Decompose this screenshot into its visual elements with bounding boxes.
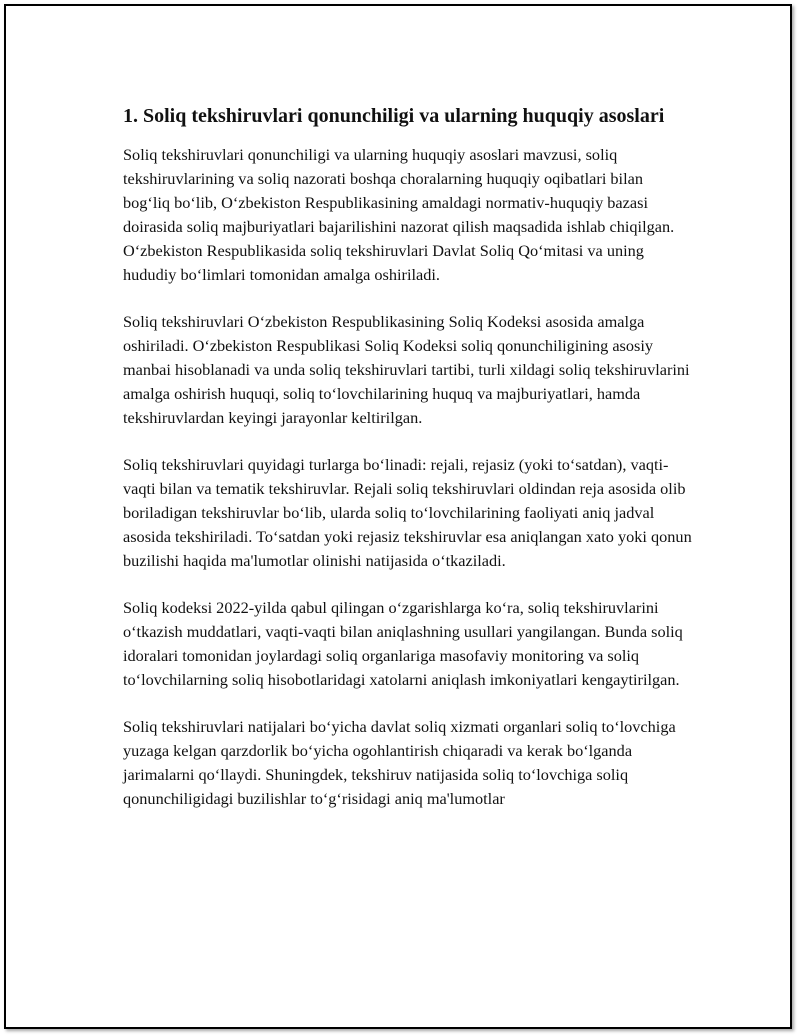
paragraph-4: Soliq kodeksi 2022-yilda qabul qilingan o‘zgarishlarga ko‘ra, soliq tekshiruvlarini o‘tkazish muddatlari, vaqti-vaqti bilan aniqlashning usullari yangilangan. Bunda soliq idoralari tomonidan joylardagi soliq organlariga masofaviy monitoring va soliq to‘lovchilarning soliq hisobotlaridagi xatolarni aniqlash imkoniyatlari kengaytirilgan. bbox=[123, 598, 683, 689]
paragraph-5: Soliq tekshiruvlari natijalari bo‘yicha davlat soliq xizmati organlari soliq to‘lovchiga yuzaga kelgan qarzdorlik bo‘yicha ogohlantirish chiqaradi va kerak bo‘lganda jarimalarni qo‘llaydi. Shuningdek, tekshiruv natijasida soliq to‘lovchiga soliq qonunchiligidagi buzilishlar to‘g‘risidagi aniq ma'lumotlar bbox=[123, 717, 676, 808]
document-body bbox=[123, 102, 693, 834]
paragraph-1: Soliq tekshiruvlari qonunchiligi va ularning huquqiy asoslari mavzusi, soliq tekshiruvlarining va soliq nazorati boshqa choralarning huquqiy oqibatlari bilan bog‘liq bo‘lib, O‘zbekiston Respublikasining amaldagi normativ-huquqiy bazasi doirasida soliq majburiyatlari bajarilishini nazorat qilish maqsadida ishlab chiqilgan. O‘zbekiston Respublikasida soliq tekshiruvlari Davlat Soliq Qo‘mitasi va uning hududiy bo‘limlari tomonidan amalga oshiriladi. bbox=[123, 145, 675, 284]
section-heading: 1. Soliq tekshiruvlari qonunchiligi va ularning huquqiy asoslari bbox=[123, 105, 665, 127]
paragraph-2: Soliq tekshiruvlari O‘zbekiston Respublikasining Soliq Kodeksi asosida amalga oshiriladi. O‘zbekiston Respublikasi Soliq Kodeksi soliq qonunchiligining asosiy manbai hisoblanadi va unda soliq tekshiruvlari tartibi, turli xildagi soliq tekshiruvlarini amalga oshirish huquqi, soliq to‘lovchilarining huquq va majburiyatlari, hamda tekshiruvlardan keyingi jarayonlar keltirilgan. bbox=[123, 312, 690, 427]
paragraph-3: Soliq tekshiruvlari quyidagi turlarga bo‘linadi: rejali, rejasiz (yoki to‘satdan), vaqti-vaqti bilan va tematik tekshiruvlar. Rejali soliq tekshiruvlari oldindan reja asosida olib boriladigan tekshiruvlar bo‘lib, ularda soliq to‘lovchilarining faoliyati aniq jadval asosida tekshiriladi. To‘satdan yoki rejasiz tekshiruvlar esa aniqlangan xato yoki qonun buzilishi haqida ma'lumotlar olinishi natijasida o‘tkaziladi. bbox=[123, 455, 692, 570]
document-page bbox=[4, 4, 792, 1029]
